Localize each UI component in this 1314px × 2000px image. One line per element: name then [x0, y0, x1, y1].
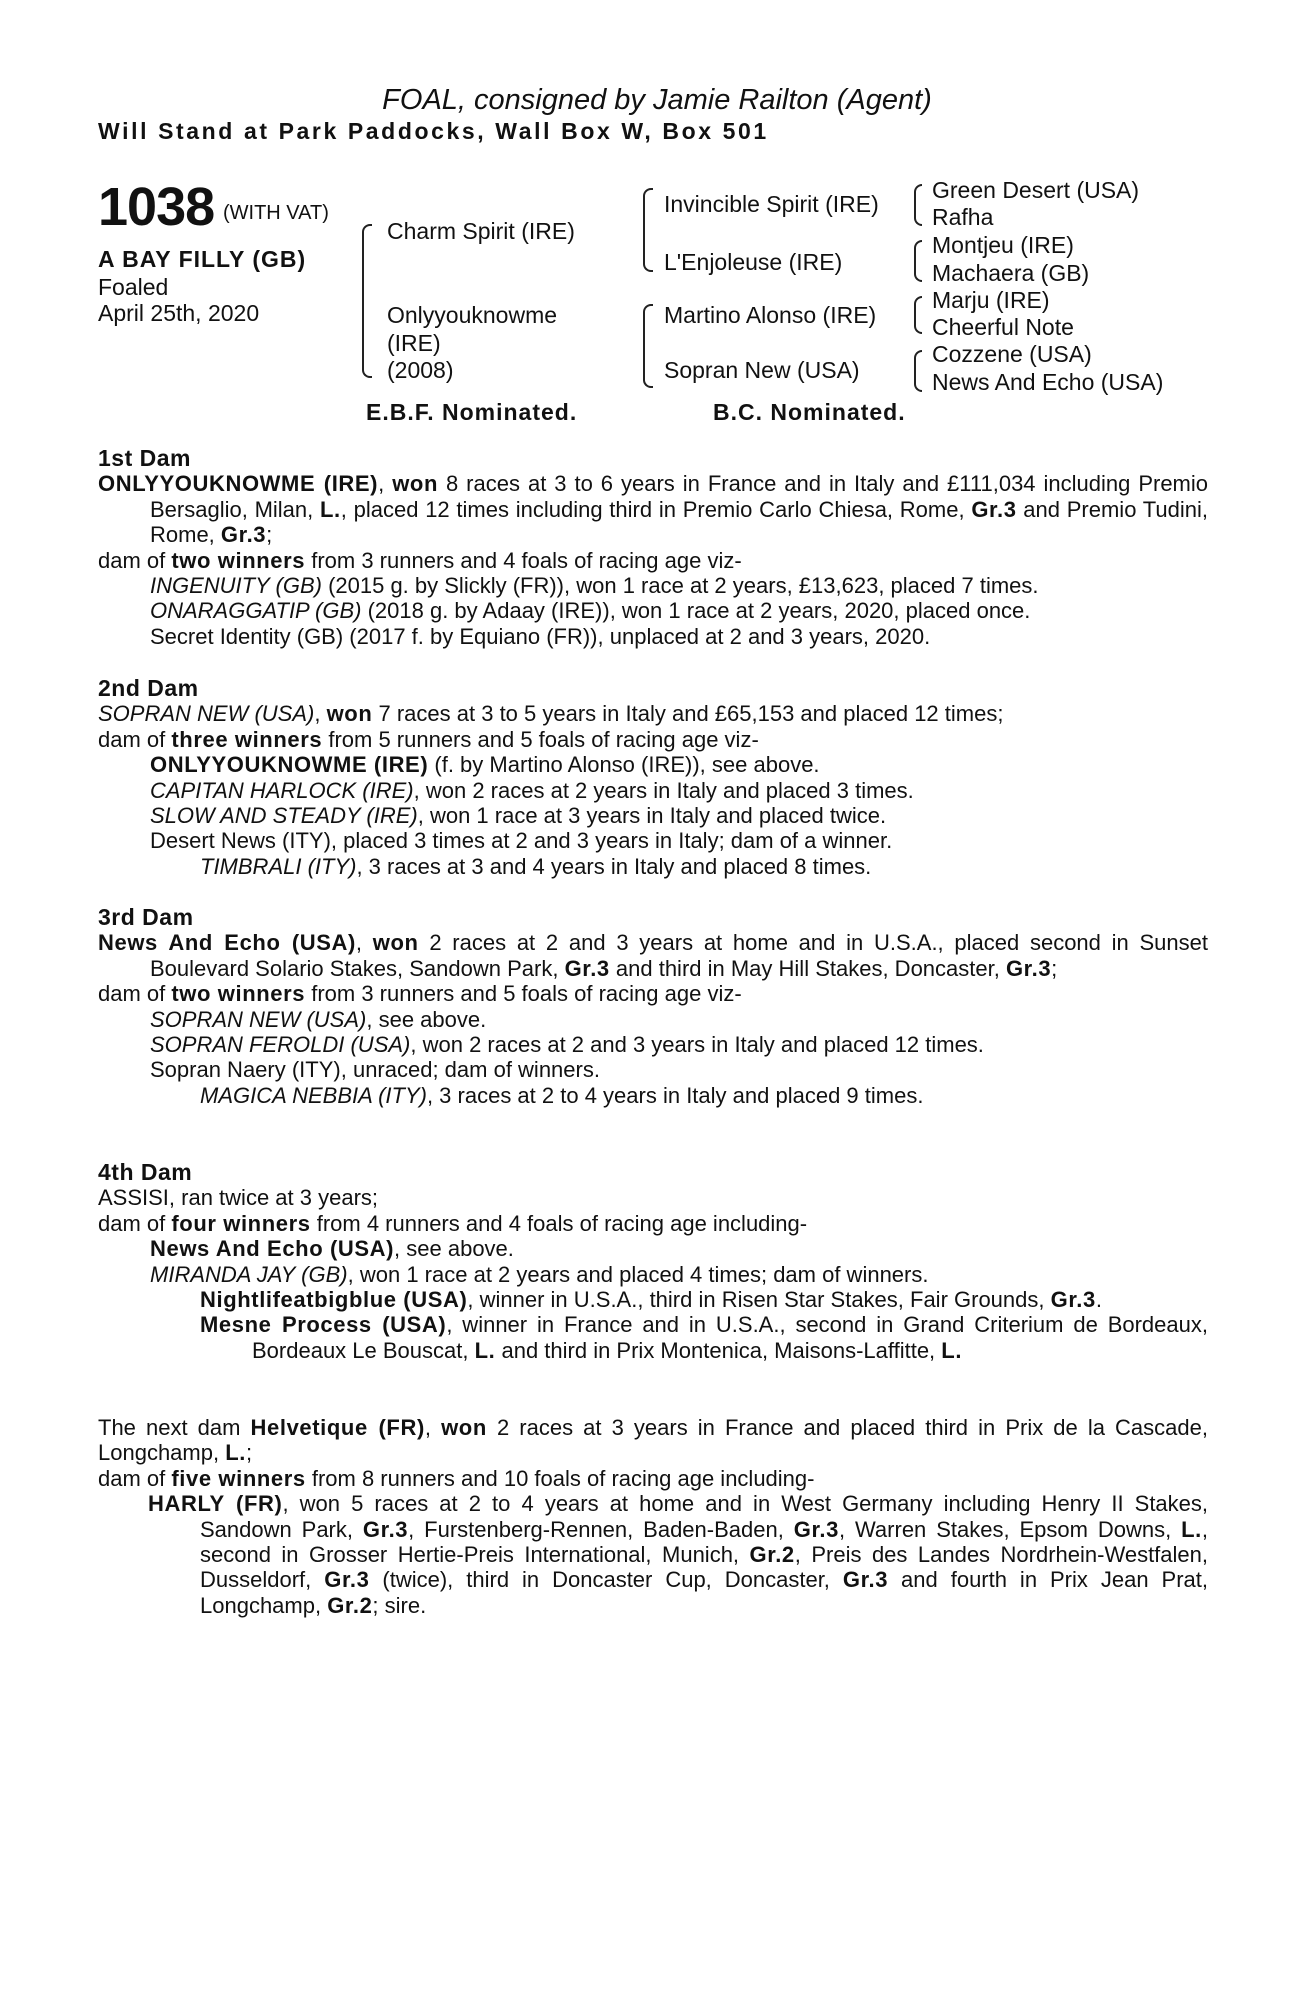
group-label: Gr.3: [971, 496, 1017, 522]
dam-dam-sire: Cozzene (USA): [932, 341, 1092, 367]
bc-nominated: B.C. Nominated.: [713, 399, 906, 425]
dam-foaled-year: (2008): [387, 357, 454, 383]
group-label: Gr.3: [220, 522, 267, 548]
list-item: SLOW AND STEADY (IRE), won 1 race at 3 years in Italy and placed twice.: [150, 803, 887, 829]
list-item: Sopran Naery (ITY), unraced; dam of winners.: [150, 1057, 600, 1083]
first-dam-section: [98, 446, 1208, 649]
third-dam-produce: dam of two winners from 3 runners and 5 foals of racing age viz-: [98, 981, 742, 1007]
dam-dam-dam: News And Echo (USA): [932, 369, 1164, 395]
first-dam-produce: dam of two winners from 3 runners and 4 foals of racing age viz-: [98, 547, 742, 573]
fourth-dam-heading: 4th Dam: [98, 1159, 193, 1185]
dam-sire: Martino Alonso (IRE): [664, 302, 877, 328]
pedigree-bracket-dam: [643, 304, 653, 388]
first-dam-name: ONLYYOUKNOWME (IRE): [98, 471, 379, 497]
sire-sire-dam: Rafha: [932, 204, 994, 230]
dam-sire-sire: Marju (IRE): [932, 287, 1050, 313]
next-dam-produce: dam of five winners from 8 runners and 10 foals of racing age including-: [98, 1465, 815, 1491]
second-dam-record: SOPRAN NEW (USA), won 7 races at 3 to 5 years in Italy and £65,153 and placed 12 times;: [98, 701, 1004, 727]
third-dam-section: [98, 905, 1208, 1108]
second-dam-section: [98, 676, 1208, 879]
consignor-line: FOAL, consigned by Jamie Railton (Agent): [382, 84, 932, 116]
dam-dam: Sopran New (USA): [664, 357, 860, 383]
pedigree-bracket-ss: [914, 184, 922, 226]
list-item: SOPRAN FEROLDI (USA), won 2 races at 2 and 3 years in Italy and placed 12 times.: [150, 1032, 984, 1058]
stand-location: Will Stand at Park Paddocks, Wall Box W, Box 501: [98, 118, 769, 144]
dam-sire-dam: Cheerful Note: [932, 314, 1074, 340]
fourth-dam-produce: dam of four winners from 4 runners and 4 foals of racing age including-: [98, 1210, 808, 1236]
won-label: won: [392, 471, 439, 497]
first-dam-heading: 1st Dam: [98, 445, 191, 471]
sire-dam-sire: Montjeu (IRE): [932, 232, 1074, 258]
list-item: Desert News (ITY), placed 3 times at 2 and 3 years in Italy; dam of a winner.: [150, 828, 893, 854]
list-item: Mesne Process (USA), winner in France and in U.S.A., second in Grand Criterium de Bordeaux, Bordeaux Le Bouscat, L. and third in Prix Montenica, Maisons-Laffitte, L.: [200, 1312, 1208, 1363]
vat-note: (WITH VAT): [223, 202, 329, 224]
sire-dam-dam: Machaera (GB): [932, 260, 1090, 286]
pedigree-bracket-sire: [643, 188, 653, 272]
sire-name: Charm Spirit (IRE): [387, 218, 575, 244]
horse-description: A BAY FILLY (GB): [98, 246, 307, 272]
list-item: TIMBRALI (ITY), 3 races at 3 and 4 years in Italy and placed 8 times.: [200, 853, 872, 879]
pedigree-bracket-gen1: [362, 224, 372, 378]
first-dam-record: ONLYYOUKNOWME (IRE), won 8 races at 3 to 6 years in France and in Italy and £111,034 including Premio Bersaglio, Milan, L., placed 12 times including third in Premio Carlo Chiesa, Rome, Gr.3 and Premio Tudini, Rome, Gr.3;: [98, 471, 1208, 548]
list-item: MIRANDA JAY (GB), won 1 race at 2 years and placed 4 times; dam of winners.: [150, 1261, 929, 1287]
next-dam-section: [98, 1415, 1208, 1618]
list-item: Nightlifeatbigblue (USA), winner in U.S.A., third in Risen Star Stakes, Fair Grounds, Gr.3.: [200, 1287, 1102, 1313]
third-dam-record: News And Echo (USA), won 2 races at 2 and 3 years at home and in U.S.A., placed second in Sunset Boulevard Solario Stakes, Sandown Park, Gr.3 and third in May Hill Stakes, Doncaster, Gr.3;: [98, 930, 1208, 981]
sire-dam: L'Enjoleuse (IRE): [664, 249, 843, 275]
list-item: HARLY (FR), won 5 races at 2 to 4 years at home and in West Germany including Henry II Stakes, Sandown Park, Gr.3, Furstenberg-Rennen, Baden-Baden, Gr.3, Warren Stakes, Epsom Downs, L., second in Grosser Hertie-Preis International, Munich, Gr.2, Preis des Landes Nordrhein-Westfalen, Dusseldorf, Gr.3 (twice), third in Doncaster Cup, Doncaster, Gr.3 and fourth in Prix Jean Prat, Longchamp, Gr.2; sire.: [148, 1491, 1209, 1618]
list-item: ONARAGGATIP (GB) (2018 g. by Adaay (IRE)), won 1 race at 2 years, 2020, placed once.: [150, 598, 1031, 624]
lot-number: 1038: [98, 177, 215, 237]
second-dam-heading: 2nd Dam: [98, 675, 199, 701]
list-item: CAPITAN HARLOCK (IRE), won 2 races at 2 years in Italy and placed 3 times.: [150, 777, 914, 803]
second-dam-produce: dam of three winners from 5 runners and 5 foals of racing age viz-: [98, 726, 759, 752]
list-item: MAGICA NEBBIA (ITY), 3 races at 2 to 4 years in Italy and placed 9 times.: [200, 1082, 924, 1108]
list-item: INGENUITY (GB) (2015 g. by Slickly (FR)), won 1 race at 2 years, £13,623, placed 7 times.: [150, 573, 1039, 599]
list-item: ONLYYOUKNOWME (IRE) (f. by Martino Alonso (IRE)), see above.: [150, 752, 820, 778]
foaled-label: Foaled: [98, 274, 169, 300]
third-dam-heading: 3rd Dam: [98, 904, 194, 930]
pedigree-bracket-dd: [914, 350, 922, 392]
list-item: Secret Identity (GB) (2017 f. by Equiano (FR)), unplaced at 2 and 3 years, 2020.: [150, 623, 931, 649]
foaled-date: April 25th, 2020: [98, 300, 260, 326]
fourth-dam-record: ASSISI, ran twice at 3 years;: [98, 1185, 379, 1211]
fourth-dam-section: [98, 1160, 1208, 1363]
list-item: SOPRAN NEW (USA), see above.: [150, 1006, 487, 1032]
sire-sire: Invincible Spirit (IRE): [664, 191, 879, 217]
dam-name-line1: Onlyyouknowme: [387, 302, 558, 328]
dam-name-line2: (IRE): [387, 330, 441, 356]
next-dam-record: The next dam Helvetique (FR), won 2 races at 3 years in France and placed third in Prix de la Cascade, Longchamp, L.;: [98, 1415, 1208, 1466]
list-item: News And Echo (USA), see above.: [150, 1236, 514, 1262]
ebf-nominated: E.B.F. Nominated.: [366, 399, 578, 425]
sire-sire-sire: Green Desert (USA): [932, 177, 1140, 203]
listed-label: L.: [320, 496, 341, 522]
pedigree-bracket-sd: [914, 240, 922, 282]
pedigree-bracket-ds: [914, 296, 922, 334]
